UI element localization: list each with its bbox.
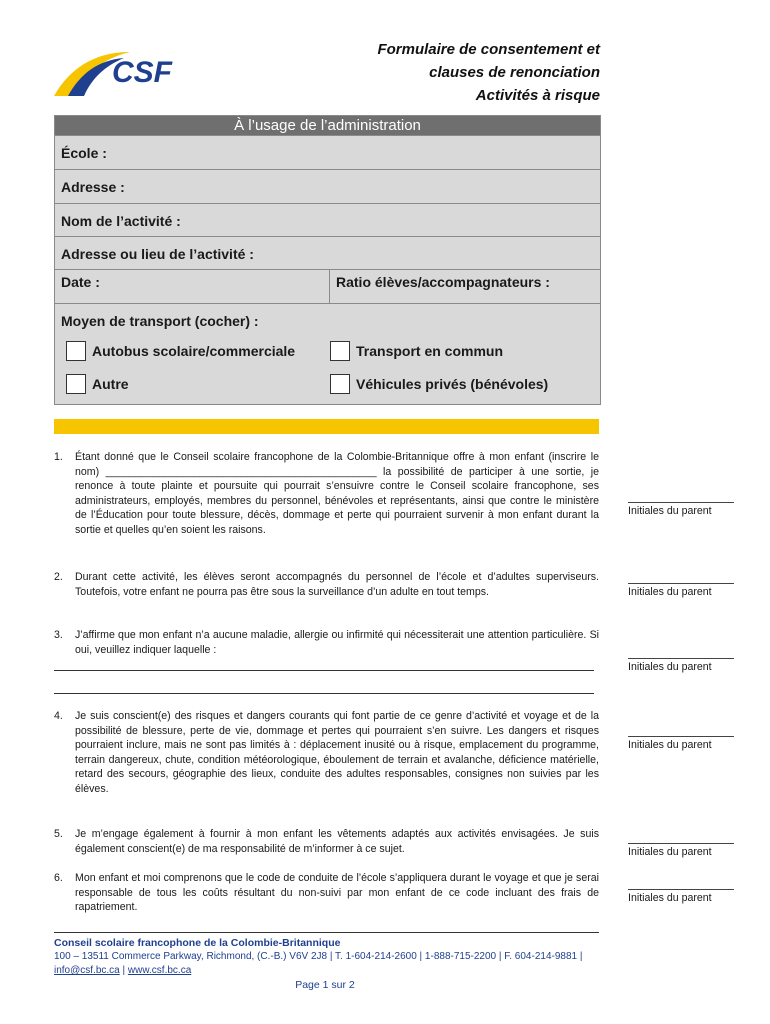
footer-divider (54, 932, 599, 933)
parent-initials-5[interactable] (628, 843, 734, 858)
email-link[interactable]: info@csf.bc.ca (54, 965, 120, 976)
parent-initials-2[interactable] (628, 583, 734, 598)
yellow-divider (54, 419, 599, 434)
clause-1 (54, 450, 599, 537)
form-title (377, 38, 600, 107)
ratio-field[interactable]: Ratio élèves/accompagnateurs : (336, 274, 550, 290)
parent-initials-4[interactable] (628, 736, 734, 751)
initials-line[interactable] (628, 658, 734, 659)
initials-label: Initiales du parent (628, 505, 712, 517)
clause-5 (54, 827, 599, 856)
clause-6 (54, 871, 599, 915)
activity-address-field[interactable]: Adresse ou lieu de l’activité : (55, 236, 600, 269)
initials-label: Initiales du parent (628, 586, 712, 598)
website-link[interactable]: www.csf.bc.ca (127, 965, 192, 976)
csf-logo (50, 38, 200, 100)
transport-label: Moyen de transport (cocher) : (61, 313, 259, 329)
title-line-1: Formulaire de consentement et (377, 41, 600, 58)
initials-line[interactable] (628, 502, 734, 503)
clause-number: 2. (54, 571, 63, 583)
parent-initials-6[interactable] (628, 889, 734, 904)
school-field[interactable]: École : (55, 135, 600, 169)
checkbox-box[interactable] (330, 374, 350, 394)
initials-label: Initiales du parent (628, 739, 712, 751)
footer-links (54, 964, 614, 978)
clause-text: Mon enfant et moi comprenons que le code de conduite de l’école s’appliquera durant le voyage et que je serai responsable de tous les coûts résultant du non-suivi par mon enfant de ce code incluant des frais de rapatriement. (75, 872, 599, 913)
checkbox-private-vehicles[interactable] (330, 374, 548, 394)
date-field[interactable]: Date : (55, 270, 330, 303)
initials-label: Initiales du parent (628, 892, 712, 904)
parent-initials-3[interactable] (628, 658, 734, 673)
checkbox-label: Autobus scolaire/commerciale (92, 343, 296, 359)
initials-label: Initiales du parent (628, 661, 712, 673)
transport-section (55, 303, 600, 404)
title-line-3: Activités à risque (475, 87, 600, 104)
clause-4 (54, 709, 599, 796)
clause-text: Étant donné que le Conseil scolaire francophone de la Colombie-Britannique offre à mon enfant (inscrire le nom) ______________________________________________ la possibilité de participer à une sortie, je renonce à toute plainte et poursuite qui pourrait s’ensuivre contre le Conseil scolaire francophone, ses administrateurs, employés, membres du personnel, bénévoles et représentants, ainsi que contre le ministère de l’Éducation pour toute blessure, décès, dommage et perte qui pourraient survenir à mon enfant durant la sortie et quelles qu’en soient les raisons. (75, 451, 599, 536)
clause-number: 4. (54, 710, 63, 722)
page-number: Page 1 sur 2 (295, 979, 355, 991)
checkbox-school-bus[interactable] (66, 341, 295, 361)
csf-swoosh-icon (50, 38, 200, 100)
clause-2 (54, 570, 599, 599)
checkbox-other[interactable] (66, 374, 129, 394)
initials-line[interactable] (628, 889, 734, 890)
checkbox-label: Transport en commun (356, 343, 504, 359)
checkbox-public-transit[interactable] (330, 341, 503, 361)
initials-line[interactable] (628, 843, 734, 844)
clause-text: Je suis conscient(e) des risques et dangers courants qui font partie de ce genre d’activité et voyage et de la possibilité de blessure, perte de vie, dommage et pertes qui pourraient s’en suivre. Les dangers et risques pourraient inclure, mais ne sont pas limités à : déplacement inusité ou à risque, emplacement du programme, terrain dangereux, chute, condition météorologique, éboulement de terrain et avalanche, déficience matérielle, retard des secours, géographie des lieux, conduite des adultes responsables, consignes non suivies par les élèves. (75, 710, 599, 795)
footer (54, 936, 614, 978)
checkbox-box[interactable] (66, 341, 86, 361)
clause-text: J’affirme que mon enfant n’a aucune maladie, allergie ou infirmité qui nécessiterait une attention particulière. Si oui, veuillez indiquer laquelle : (75, 629, 599, 656)
admin-header: À l’usage de l’administration (55, 116, 600, 135)
initials-line[interactable] (628, 583, 734, 584)
clause-number: 6. (54, 872, 63, 884)
date-ratio-row (55, 269, 600, 303)
parent-initials-1[interactable] (628, 502, 734, 517)
link-separator: | (122, 965, 126, 976)
checkbox-box[interactable] (330, 341, 350, 361)
clause-number: 5. (54, 828, 63, 840)
footer-org: Conseil scolaire francophone de la Colombie-Britannique (54, 937, 341, 949)
clause-number: 3. (54, 629, 63, 641)
activity-name-field[interactable]: Nom de l’activité : (55, 203, 600, 236)
allergy-answer-line-1[interactable] (54, 670, 594, 671)
clause-text: Je m’engage également à fournir à mon enfant les vêtements adaptés aux activités envisagées. Je suis également conscient(e) de ma responsabilité de m’informer à ce sujet. (75, 828, 599, 855)
title-line-2: clauses de renonciation (429, 64, 600, 81)
checkbox-label: Véhicules privés (bénévoles) (356, 376, 549, 392)
initials-line[interactable] (628, 736, 734, 737)
footer-address: 100 – 13511 Commerce Parkway, Richmond, (C.-B.) V6V 2J8 | T. 1-604-214-2600 | 1-888-715-2200 | F. 604-214-9881 | (54, 951, 583, 962)
clause-text: Durant cette activité, les élèves seront accompagnés du personnel de l’école et d’adultes superviseurs. Toutefois, votre enfant ne pourra pas être sous la surveillance d’un adulte en tout temps. (75, 571, 599, 598)
allergy-answer-line-2[interactable] (54, 693, 594, 694)
address-field[interactable]: Adresse : (55, 169, 600, 203)
admin-section (54, 115, 601, 405)
initials-label: Initiales du parent (628, 846, 712, 858)
checkbox-label: Autre (92, 376, 129, 392)
clause-number: 1. (54, 451, 63, 463)
logo-text: CSF (112, 56, 172, 89)
checkbox-box[interactable] (66, 374, 86, 394)
clause-3 (54, 628, 599, 657)
